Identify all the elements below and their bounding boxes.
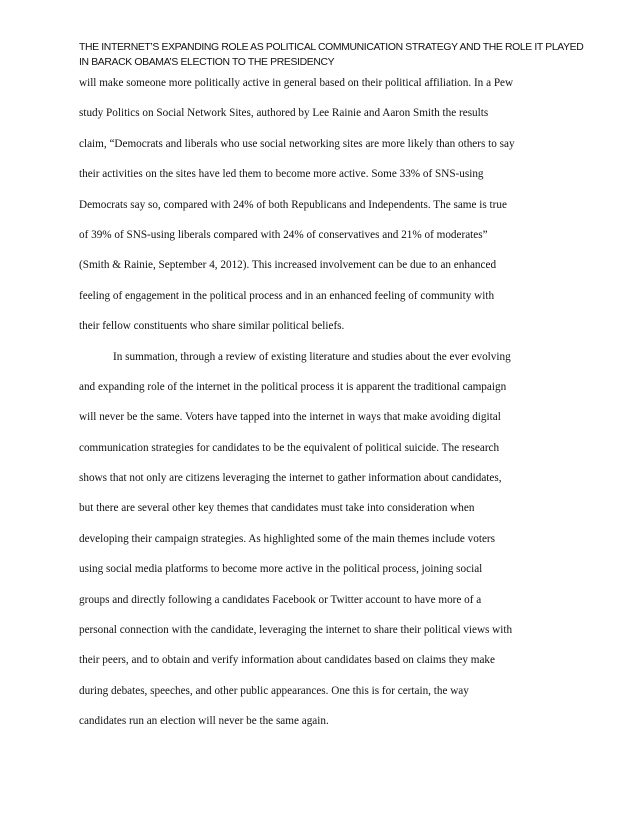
text-line: candidates run an election will never be the same again. bbox=[79, 715, 329, 728]
text-line: feeling of engagement in the political process and in an enhanced feeling of community with bbox=[79, 289, 495, 302]
body-text bbox=[79, 68, 579, 737]
running-header-line-1: THE INTERNET’S EXPANDING ROLE AS POLITICAL COMMUNICATION STRATEGY AND THE ROLE IT PLAYED bbox=[79, 42, 584, 53]
text-line: and expanding role of the internet in the political process it is apparent the traditional campaign bbox=[79, 380, 507, 393]
text-line: (Smith & Rainie, September 4, 2012). This increased involvement can be due to an enhanced bbox=[79, 259, 497, 272]
text-line: will never be the same. Voters have tapped into the internet in ways that make avoiding digital bbox=[79, 411, 501, 424]
running-header-line-2: IN BARACK OBAMA’S ELECTION TO THE PRESIDENCY bbox=[79, 57, 335, 68]
text-line: claim, “Democrats and liberals who use social networking sites are more likely than others to say bbox=[79, 137, 515, 150]
text-line: their activities on the sites have led them to become more active. Some 33% of SNS-using bbox=[79, 168, 484, 181]
text-line: their fellow constituents who share similar political beliefs. bbox=[79, 320, 345, 333]
paragraph-2 bbox=[79, 342, 579, 737]
text-line: their peers, and to obtain and verify information about candidates based on claims they make bbox=[79, 654, 495, 667]
text-line: of 39% of SNS-using liberals compared with 24% of conservatives and 21% of moderates” bbox=[79, 228, 488, 241]
text-line: during debates, speeches, and other public appearances. One this is for certain, the way bbox=[79, 684, 469, 697]
text-line: groups and directly following a candidates Facebook or Twitter account to have more of a bbox=[79, 593, 482, 606]
text-line: personal connection with the candidate, leveraging the internet to share their political views with bbox=[79, 624, 513, 637]
text-line: but there are several other key themes that candidates must take into consideration when bbox=[79, 502, 475, 515]
text-line: will make someone more politically active in general based on their political affiliation. In a Pew bbox=[79, 77, 514, 89]
text-line: using social media platforms to become more active in the political process, joining social bbox=[79, 563, 483, 576]
running-header bbox=[79, 40, 584, 70]
text-line: shows that not only are citizens leveraging the internet to gather information about candidates, bbox=[79, 472, 502, 485]
text-line: communication strategies for candidates to be the equivalent of political suicide. The research bbox=[79, 441, 500, 454]
text-line: developing their campaign strategies. As highlighted some of the main themes include voters bbox=[79, 532, 496, 545]
text-line: Democrats say so, compared with 24% of both Republicans and Independents. The same is true bbox=[79, 198, 507, 211]
text-line: study Politics on Social Network Sites, authored by Lee Rainie and Aaron Smith the results bbox=[79, 107, 489, 120]
text-line-indented: In summation, through a review of existing literature and studies about the ever evolving bbox=[113, 350, 511, 363]
paragraph-1 bbox=[79, 68, 579, 342]
